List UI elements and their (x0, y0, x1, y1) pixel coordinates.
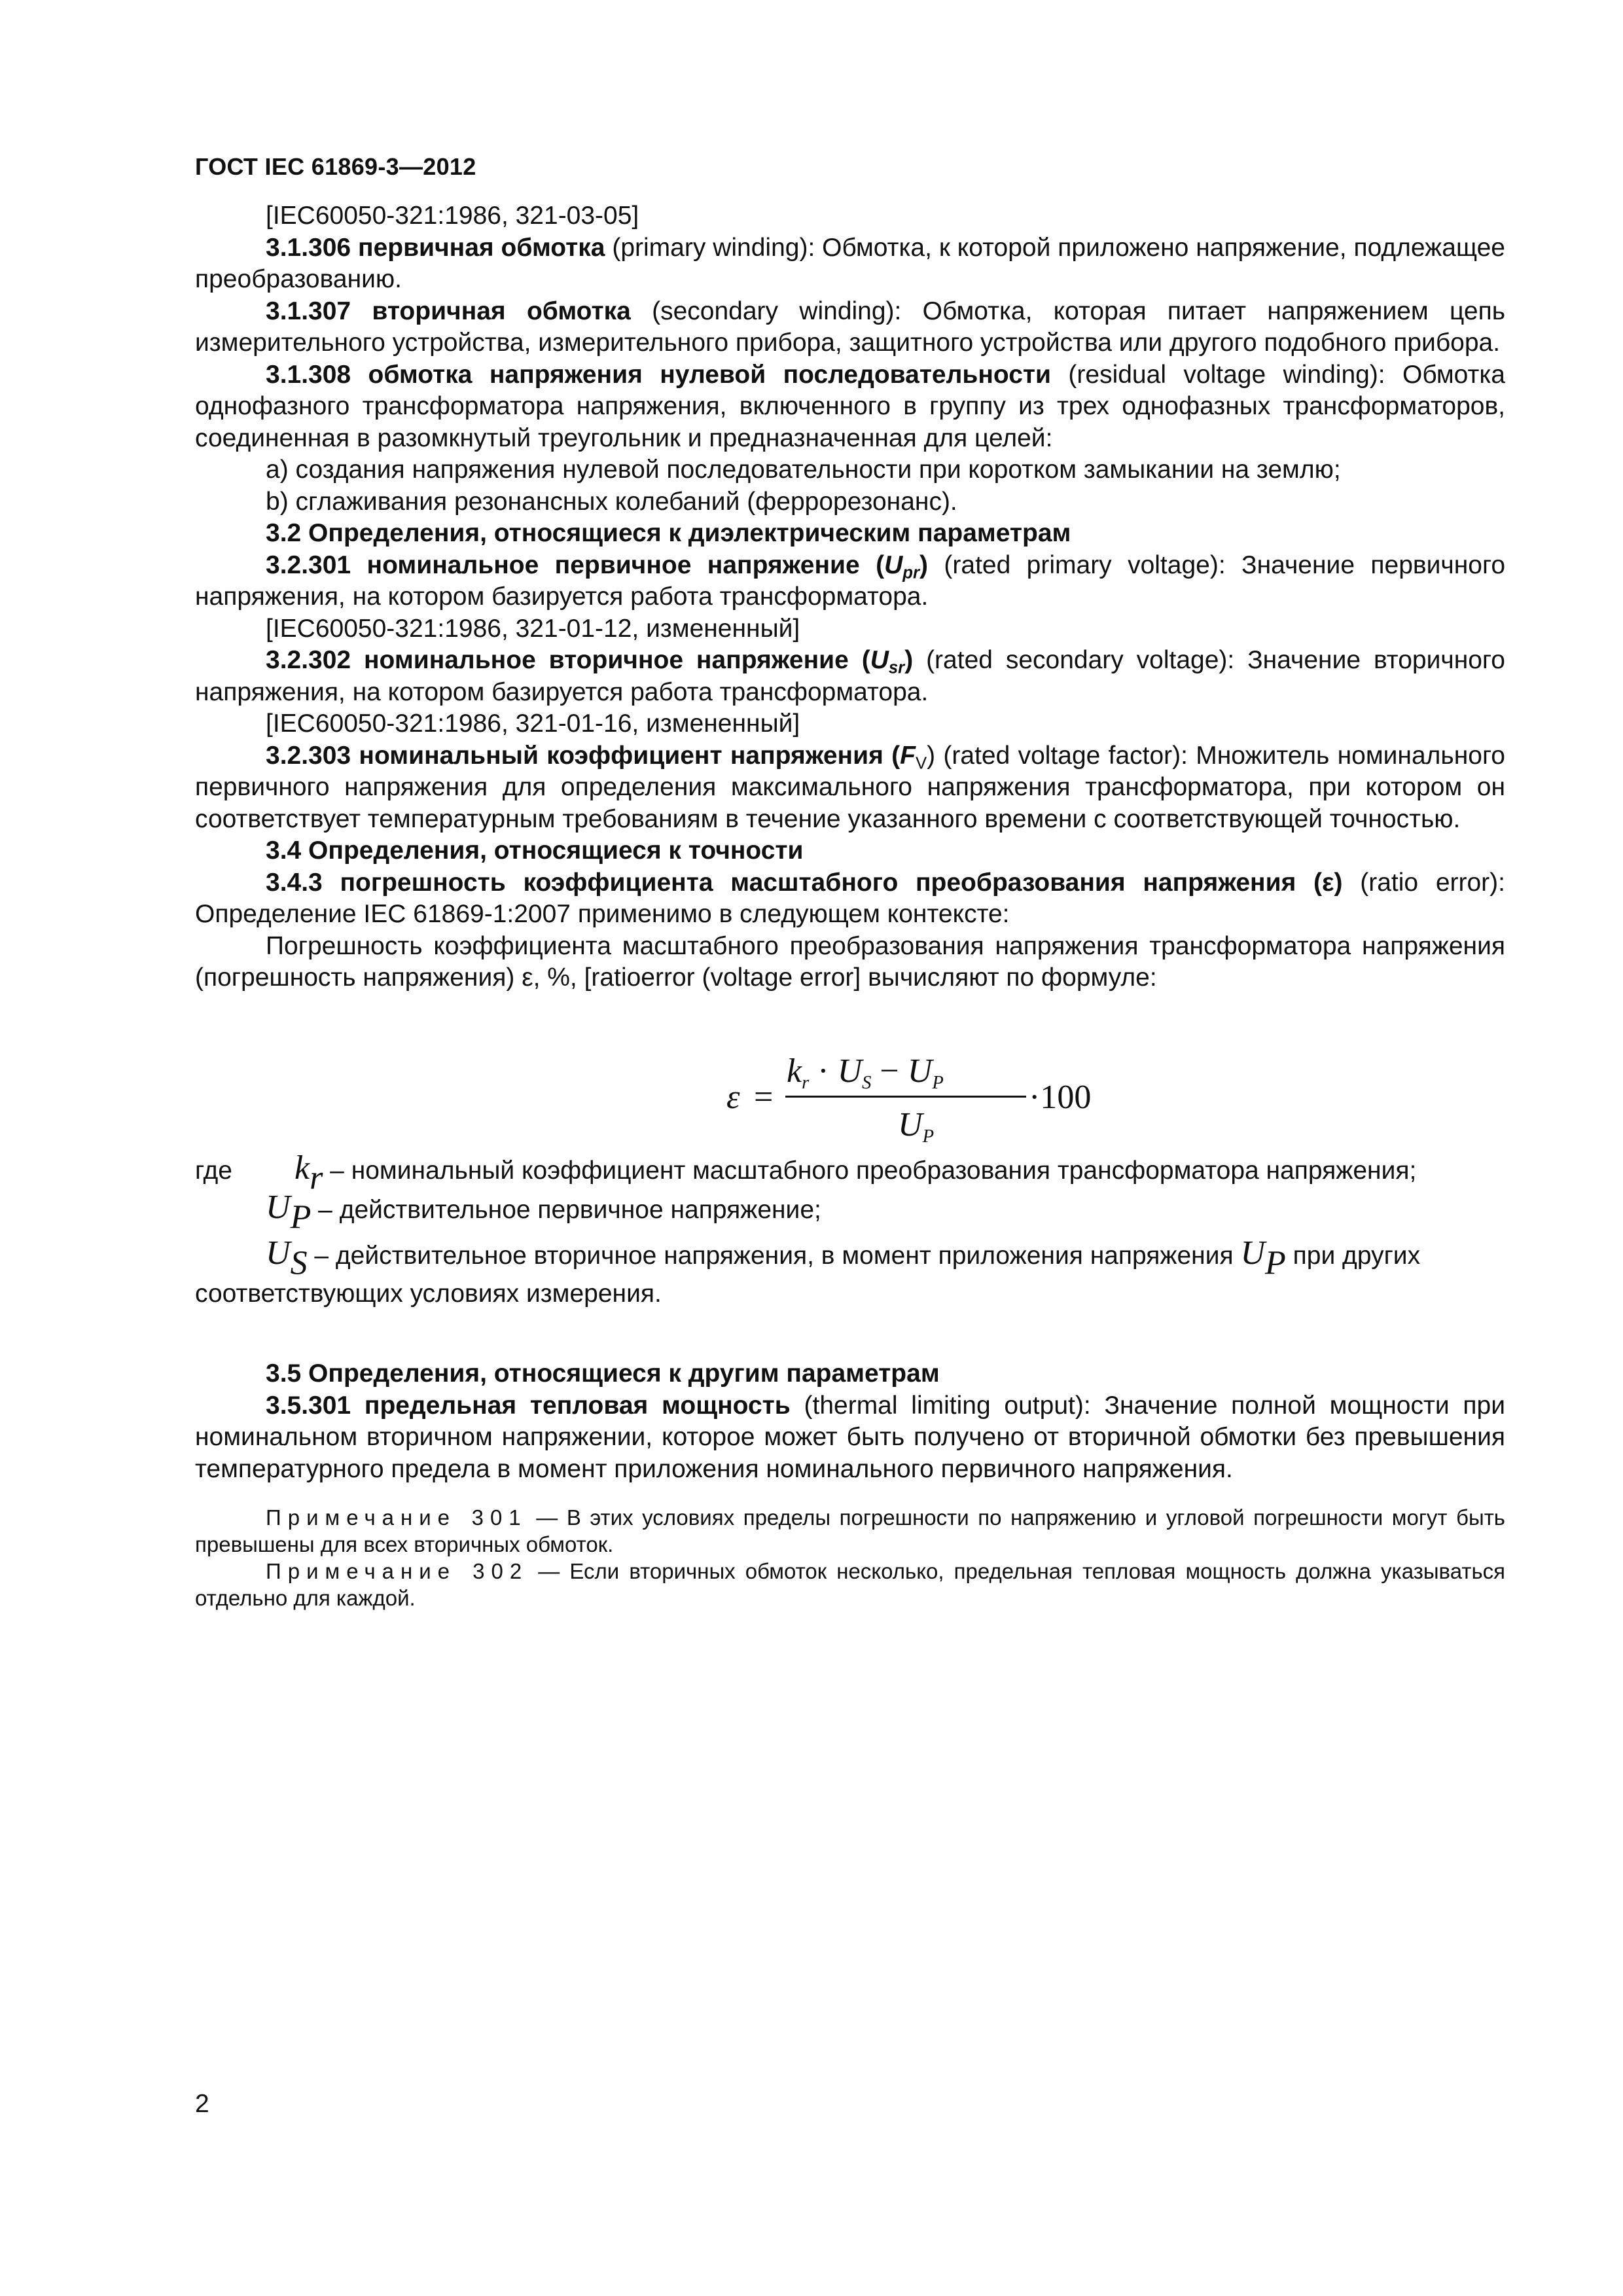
us-description: – действительное вторичное напряжения, в момент приложения напряжения (307, 1242, 1241, 1270)
where-label: где (195, 1157, 232, 1185)
formula-dot: · (809, 1052, 838, 1090)
reference-line: [IEC60050-321:1986, 321-01-12, измененный] (266, 614, 800, 643)
definition-3-5-301 (195, 1390, 1505, 1486)
formula-k-sub: r (802, 1073, 810, 1093)
up-symbol: U (266, 1189, 291, 1226)
definition-text: (primary winding): Обмотка, к которой приложено напряжение, подлежащее преобразованию. (195, 233, 1505, 293)
formula-intro: Погрешность коэффициента масштабного преобразования напряжения трансформатора напряжения (погрешность напряжения) ε, %, [ratioerror (voltage error] вычисляют по формуле: (195, 931, 1505, 992)
list-item-a: a) создания напряжения нулевой последовательности при коротком замыкании на землю; (266, 456, 1341, 484)
term-heading: 3.4.3 погрешность коэффициента масштабного преобразования напряжения (ε) (266, 868, 1343, 897)
definition-3-1-307 (195, 296, 1505, 359)
variable-us (266, 1234, 1505, 1282)
formula-us: U (837, 1052, 863, 1090)
term-heading: 3.2.301 номинальное первичное напряжение ( (266, 550, 885, 579)
up-symbol-inline: U (1240, 1234, 1266, 1272)
us-description-end: при других (1285, 1242, 1421, 1270)
formula-denominator (898, 1105, 935, 1147)
bracket: ) (919, 550, 929, 579)
formula-minus: − (871, 1052, 908, 1090)
definition-text: (ratio error): Определение IEC 61869-1:2007 применимо в следующем контексте: (195, 868, 1505, 928)
term-heading: 3.2.303 номинальный коэффициент напряжения ( (266, 741, 901, 770)
definition-text: (rated primary voltage): Значение первичного напряжения, на котором базируется работа трансформатора. (195, 550, 1506, 611)
section-heading-3-5: 3.5 Определения, относящиеся к другим параметрам (266, 1359, 940, 1388)
note-label: Примечание 302 (266, 1559, 529, 1583)
note-301 (195, 1504, 1505, 1558)
symbol: U (884, 550, 903, 579)
note-302 (195, 1558, 1505, 1611)
ratio-error-formula (726, 1050, 1092, 1155)
formula-numerator (787, 1052, 944, 1093)
formula-equals: = (754, 1079, 774, 1116)
term-heading: 3.1.307 вторичная обмотка (266, 296, 631, 325)
definition-3-4-3 (195, 867, 1505, 931)
definition-3-1-306 (195, 232, 1505, 296)
definition-text: (residual voltage winding): Обмотка однофазного трансформатора напряжения, включенного в группу из трех однофазных трансформаторов, соединенная в разомкнутый треугольник и предназначенная для целей: (195, 360, 1505, 452)
page-number: 2 (195, 2090, 209, 2118)
up-description: – действительное первичное напряжение; (311, 1196, 821, 1224)
bracket: ) (904, 646, 914, 674)
reference-line: [IEC60050-321:1986, 321-03-05] (266, 202, 639, 230)
us-subscript: S (290, 1244, 308, 1282)
us-symbol: U (266, 1234, 291, 1272)
variable-kr (195, 1149, 1417, 1197)
symbol: U (870, 646, 889, 674)
note-text: — В этих условиях пределы погрешности по напряжению и угловой погрешности могут быть превышены для всех вторичных обмоток. (195, 1505, 1506, 1556)
formula-k: k (787, 1052, 802, 1090)
definition-3-2-302 (195, 645, 1505, 708)
bracket: ) (927, 741, 936, 770)
definition-3-1-308 (195, 359, 1505, 455)
variable-up (266, 1188, 821, 1236)
note-text: — Если вторичных обмоток несколько, предельная тепловая мощность должна указываться отдельно для каждой. (195, 1559, 1506, 1610)
section-heading-3-2: 3.2 Определения, относящиеся к диэлектрическим параметрам (266, 519, 1071, 547)
term-heading: 3.5.301 предельная тепловая мощность (266, 1391, 791, 1420)
symbol-subscript: sr (888, 658, 905, 677)
reference-line: [IEC60050-321:1986, 321-01-16, измененный] (266, 709, 800, 738)
term-heading: 3.1.306 первичная обмотка (266, 233, 605, 262)
definition-text: (rated secondary voltage): Значение вторичного напряжения, на котором базируется работа трансформатора. (195, 646, 1505, 706)
section-heading-3-4: 3.4 Определения, относящиеся к точности (266, 836, 804, 865)
up-subscript-inline: P (1265, 1244, 1286, 1282)
document-header: ГОСТ IEC 61869-3—2012 (195, 153, 476, 180)
definitions-body (195, 200, 1505, 994)
formula-up-sub: P (932, 1073, 944, 1093)
notes (195, 1504, 1505, 1611)
formula-multiplier: ·100 (1029, 1079, 1092, 1116)
note-label: Примечание 301 (266, 1505, 527, 1530)
formula-up: U (907, 1052, 933, 1090)
formula-us-sub: S (862, 1073, 872, 1093)
up-subscript: P (290, 1198, 312, 1236)
term-heading: 3.1.308 обмотка напряжения нулевой последовательности (266, 360, 1051, 389)
definition-text: (secondary winding): Обмотка, которая питает напряжением цепь измерительного устройства, измерительного прибора, защитного устройства или другого подобного прибора. (195, 296, 1506, 357)
list-item-b: b) сглаживания резонансных колебаний (феррорезонанс). (266, 487, 957, 516)
definition-3-2-303 (195, 740, 1505, 836)
other-parameters-section (195, 1358, 1505, 1485)
definition-3-2-301 (195, 550, 1505, 613)
term-heading: 3.2.302 номинальное вторичное напряжение ( (266, 646, 870, 674)
definition-text: (rated voltage factor): Множитель номинального первичного напряжения для определения максимального напряжения трансформатора, при котором он соответствует температурным требованиям в течение указанного времени с соответствующей точностью. (195, 741, 1506, 833)
formula-epsilon: ε (726, 1079, 740, 1116)
kr-subscript: r (310, 1159, 323, 1197)
symbol-subscript: V (915, 754, 927, 773)
variable-us-continuation: соответствующих условиях измерения. (195, 1280, 662, 1308)
kr-description: – номинальный коэффициент масштабного преобразования трансформатора напряжения; (323, 1157, 1417, 1185)
symbol: F (900, 741, 916, 770)
fraction-bar (785, 1096, 1026, 1098)
formula-den-sub: P (922, 1126, 935, 1147)
definition-text: (thermal limiting output): Значение полной мощности при номинальном вторичном напряжении, которое может быть получено от вторичной обмотки без превышения температурного предела в момент приложения номинального первичного напряжения. (195, 1391, 1505, 1483)
formula-den-u: U (898, 1106, 923, 1143)
kr-symbol: k (294, 1149, 310, 1187)
symbol-subscript: pr (902, 564, 920, 583)
